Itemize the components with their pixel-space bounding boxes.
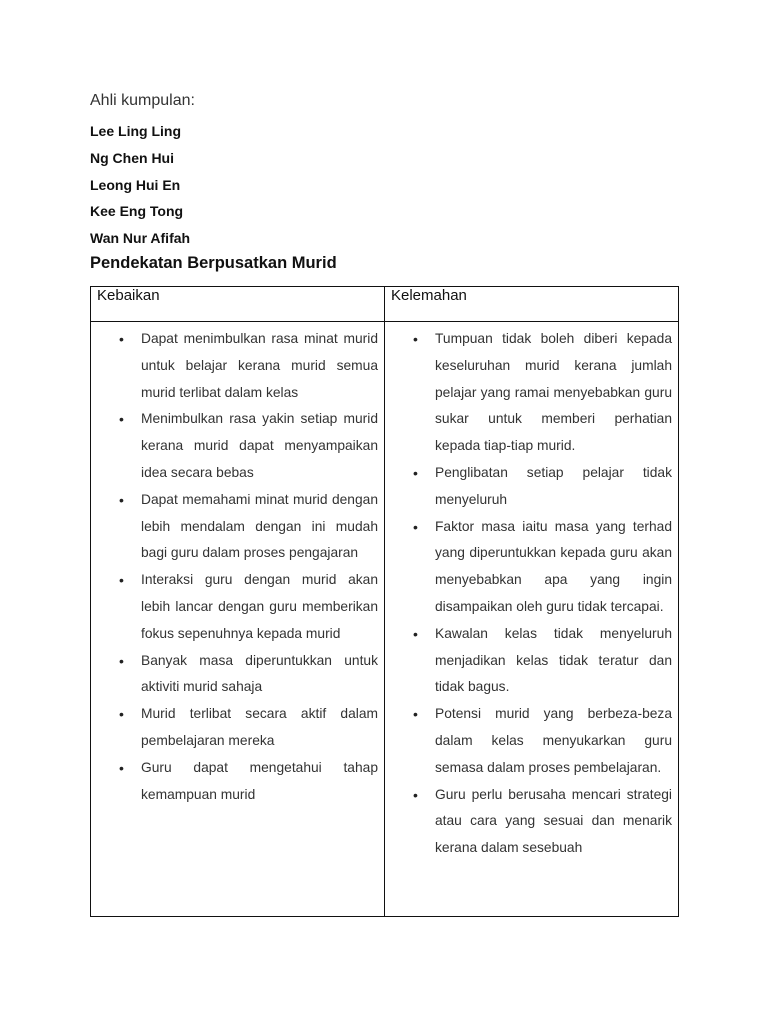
list-item: • Interaksi guru dengan murid akan lebih lancar dengan guru memberikan fokus sepenuhnya kepada murid [141,567,378,647]
kelemahan-list [385,326,678,862]
kelemahan-cell [385,322,679,917]
list-item: • Penglibatan setiap pelajar tidak menyeluruh [435,460,672,514]
list-item: • Banyak masa diperuntukkan untuk aktiviti murid sahaja [141,648,378,702]
list-item: • Tumpuan tidak boleh diberi kepada keseluruhan murid kerana jumlah pelajar yang ramai menyebabkan guru sukar untuk memberi perhatian kepada tiap-tiap murid. [435,326,672,460]
member-name: Leong Hui En [90,176,181,193]
table-row [91,322,679,917]
table-header-row [91,287,679,322]
list-item: • Guru dapat mengetahui tahap kemampuan murid [141,755,378,809]
member-name: Ng Chen Hui [90,149,174,166]
members-heading: Ahli kumpulan: [90,92,195,109]
header-kelemahan: Kelemahan [385,287,679,322]
list-item: • Kawalan kelas tidak menyeluruh menjadikan kelas tidak teratur dan tidak bagus. [435,621,672,701]
list-item: • Dapat menimbulkan rasa minat murid untuk belajar kerana murid semua murid terlibat dalam kelas [141,326,378,406]
member-name: Kee Eng Tong [90,203,184,220]
list-item: • Potensi murid yang berbeza-beza dalam kelas menyukarkan guru semasa dalam proses pembelajaran. [435,701,672,781]
list-item: • Faktor masa iaitu masa yang terhad yang diperuntukkan kepada guru akan menyebabkan apa yang ingin disampaikan oleh guru tidak tercapai. [435,514,672,621]
member-list [90,118,190,252]
header-kebaikan: Kebaikan [91,287,385,322]
kebaikan-cell [91,322,385,917]
list-item: • Guru perlu berusaha mencari strategi atau cara yang sesuai dan menarik kerana dalam sesebuah [435,782,672,862]
kebaikan-list [91,326,384,808]
document-title: Pendekatan Berpusatkan Murid [90,254,337,272]
member-name: Wan Nur Afifah [90,230,191,247]
list-item: • Dapat memahami minat murid dengan lebih mendalam dengan ini mudah bagi guru dalam proses pengajaran [141,487,378,567]
list-item: • Murid terlibat secara aktif dalam pembelajaran mereka [141,701,378,755]
list-item: • Menimbulkan rasa yakin setiap murid kerana murid dapat menyampaikan idea secara bebas [141,406,378,486]
comparison-table [90,286,679,917]
member-name: Lee Ling Ling [90,123,181,139]
